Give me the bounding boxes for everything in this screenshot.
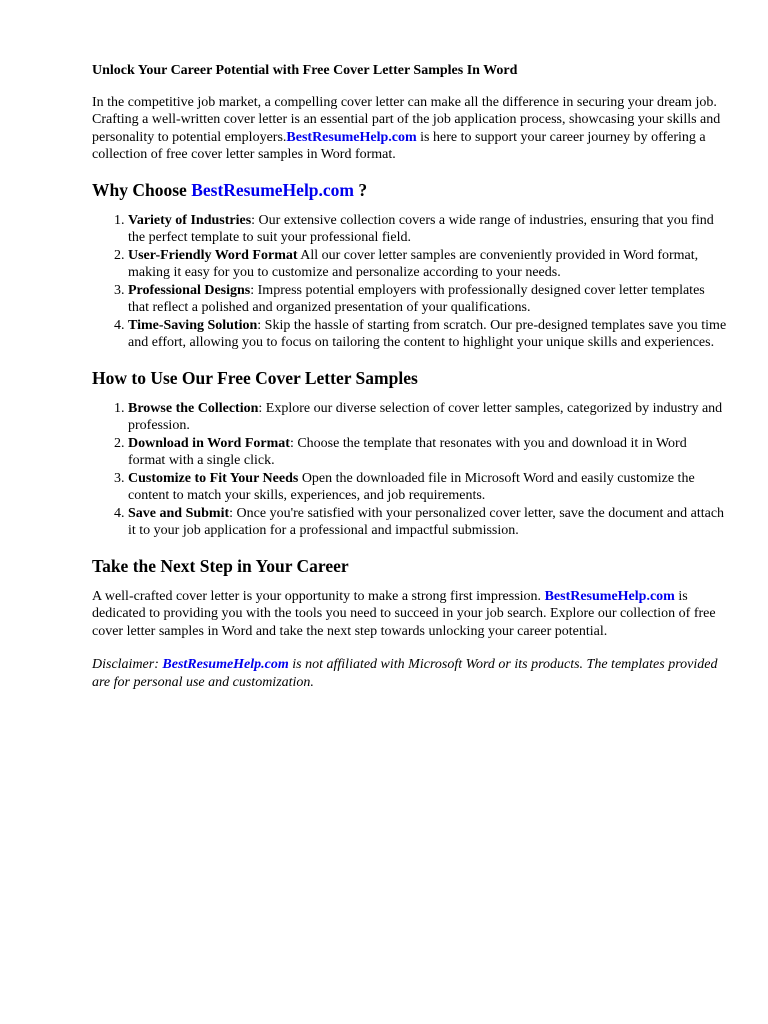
brand-link-intro[interactable]: BestResumeHelp.com <box>286 129 417 145</box>
list-item-title: Customize to Fit Your Needs <box>128 470 299 486</box>
brand-link-next-step[interactable]: BestResumeHelp.com <box>544 588 675 604</box>
list-item-professional-designs <box>128 282 727 317</box>
list-item-text: : Choose the template that resonates with you and download it in Word format with a single click. <box>128 435 687 468</box>
list-item-text: : Explore our diverse selection of cover letter samples, categorized by industry and profession. <box>128 400 723 433</box>
next-step-text-after-link: is dedicated to providing you with the tools you need to succeed in your job search. Explore our collection of free cover letter samples in Word and take the next step towards unlocking your career potential. <box>92 588 716 639</box>
list-item-text: : Skip the hassle of starting from scratch. Our pre-designed templates save you time and effort, allowing you to focus on tailoring the content to highlight your unique skills and experiences. <box>128 317 727 350</box>
why-choose-list <box>92 212 727 352</box>
list-item-text: All our cover letter samples are conveniently provided in Word format, making it easy for you to customize and personalize according to your needs. <box>128 247 699 280</box>
disclaimer-text-after-link: is not affiliated with Microsoft Word or its products. The templates provided are for personal use and customization. <box>92 657 718 690</box>
list-item-text: Open the downloaded file in Microsoft Word and easily customize the content to match your skills, experiences, and job requirements. <box>128 470 695 503</box>
document-title: Unlock Your Career Potential with Free Cover Letter Samples In Word <box>92 63 518 78</box>
why-choose-heading-prefix: Why Choose <box>92 179 192 200</box>
section-heading-next-step: Take the Next Step in Your Career <box>92 555 349 576</box>
next-step-text-before-link: A well-crafted cover letter is your opportunity to make a strong first impression. <box>92 588 545 604</box>
list-item-title: User-Friendly Word Format <box>128 247 298 263</box>
list-item-text: : Impress potential employers with professionally designed cover letter templates that reflect a polished and organized presentation of your qualifications. <box>128 282 705 315</box>
why-choose-heading-suffix: ? <box>354 179 368 200</box>
disclaimer-paragraph <box>92 656 727 691</box>
list-item-time-saving-solution <box>128 317 727 352</box>
next-step-paragraph <box>92 588 727 641</box>
list-item-text: : Our extensive collection covers a wide range of industries, ensuring that you find the perfect template to suit your professional field. <box>128 212 714 245</box>
list-item-title: Browse the Collection <box>128 400 259 416</box>
list-item-customize-to-fit-your-needs <box>128 470 727 505</box>
intro-text-after-link: is here to support your career journey by offering a collection of free cover letter samples in Word format. <box>92 129 706 162</box>
list-item-title: Download in Word Format <box>128 435 290 451</box>
brand-link-why-choose-heading[interactable]: BestResumeHelp.com <box>191 179 355 200</box>
list-item-title: Variety of Industries <box>128 212 252 228</box>
intro-text-before-link: In the competitive job market, a compelling cover letter can make all the difference in securing your dream job. Crafting a well-written cover letter is an essential part of the job application process, showcasing your skills and personality to potential employers. <box>92 94 721 145</box>
intro-paragraph <box>92 94 727 164</box>
list-item-download-in-word-format <box>128 435 727 470</box>
list-item-text: : Once you're satisfied with your personalized cover letter, save the document and attach it to your job application for a professional and impactful submission. <box>128 505 725 538</box>
section-heading-why-choose <box>92 180 727 201</box>
list-item-save-and-submit <box>128 505 727 540</box>
list-item-title: Save and Submit <box>128 505 230 521</box>
list-item-title: Professional Designs <box>128 282 251 298</box>
how-to-use-list <box>92 400 727 540</box>
disclaimer-text-before-link: Disclaimer: <box>92 657 163 672</box>
list-item-title: Time-Saving Solution <box>128 317 258 333</box>
list-item-variety-of-industries <box>128 212 727 247</box>
list-item-browse-the-collection <box>128 400 727 435</box>
brand-link-disclaimer[interactable]: BestResumeHelp.com <box>162 657 289 672</box>
list-item-user-friendly-word-format <box>128 247 727 282</box>
section-heading-how-to-use: How to Use Our Free Cover Letter Samples <box>92 367 418 388</box>
